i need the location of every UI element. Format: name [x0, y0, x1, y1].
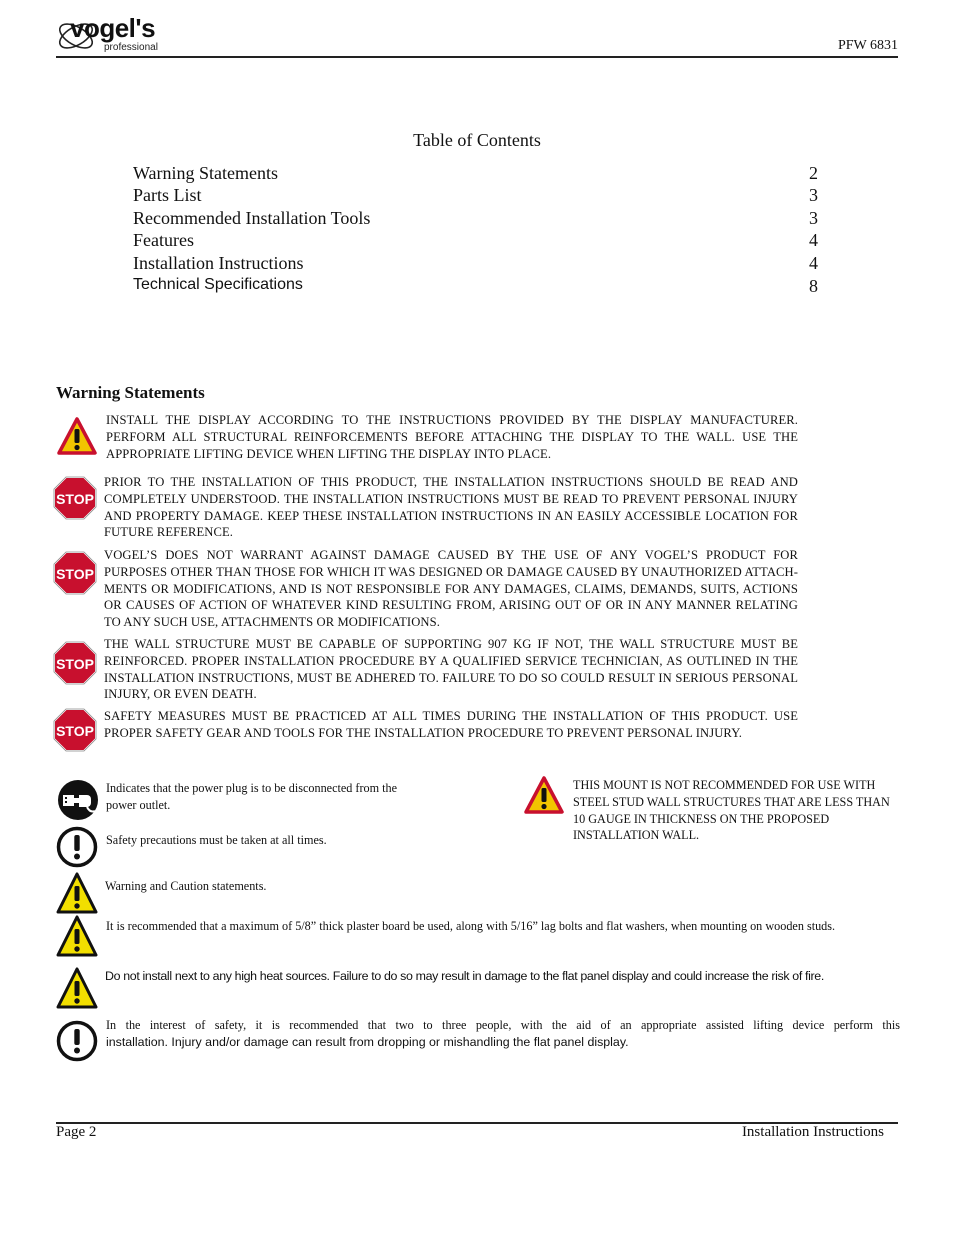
legend-power-plug-text: Indicates that the power plug is to be disconnected from the power outlet. [106, 781, 398, 812]
legend-safety-text: Safety precautions must be taken at all times. [106, 833, 327, 847]
toc-entry-page: 4 [809, 230, 818, 250]
warning-triangle-icon [56, 967, 98, 1009]
toc-entry-page: 8 [809, 276, 818, 296]
section-title: Warning Statements [56, 383, 205, 402]
exclamation-circle-icon [56, 1020, 98, 1062]
toc-entry[interactable] [133, 276, 818, 298]
svg-text:STOP: STOP [56, 491, 94, 507]
toc-entry[interactable] [133, 230, 818, 252]
toc-entry-page: 3 [809, 208, 818, 228]
warning-triangle-icon [56, 915, 98, 957]
stop-sign-icon [53, 551, 97, 595]
stop-sign-icon [53, 476, 97, 520]
exclamation-circle-icon [56, 826, 98, 868]
power-plug-disconnect-icon [57, 779, 99, 821]
toc-entry-page: 2 [809, 163, 818, 183]
note-heat-text: Do not install next to any high heat sources. Failure to do so may result in damage to the flat panel display and could increase the risk of fire. [105, 969, 824, 983]
note-lifting-text: In the interest of safety, it is recommended that two to three people, with the aid of an appropriate assisted lifting device perform this [106, 1018, 900, 1032]
svg-text:STOP: STOP [56, 723, 94, 739]
legend-warning-text: Warning and Caution statements. [105, 879, 267, 893]
toc-entry-label: Technical Specifications [133, 276, 303, 293]
warning-triangle-icon [56, 872, 98, 914]
toc-entry-page: 4 [809, 253, 818, 273]
logo-subtitle: professional [104, 42, 158, 53]
svg-text:STOP: STOP [56, 656, 94, 672]
footer-doc-title: Installation Instructions [741, 1124, 884, 1140]
page-number: Page 2 [56, 1124, 97, 1140]
toc-title: Table of Contents [413, 130, 541, 150]
legend-steel-stud-text: THIS MOUNT IS NOT RECOMMENDED FOR USE WITH STEEL STUD WALL STRUCTURES THAT ARE LESS THAN 10 GAUGE IN THICKNESS ON THE PROPOSED INSTALLATION WALL. [573, 778, 890, 843]
stop-sign-icon [53, 708, 97, 752]
toc-entry-label: Parts List [133, 185, 202, 205]
warning-statement: THE WALL STRUCTURE MUST BE CAPABLE OF SUPPORTING 907 KG IF NOT, THE WALL STRUCTURE MUST BE REINFORCED. PROPER INSTALLATION PROCEDURE BY A QUALIFIED SERVICE TECHNICIAN, AS OUTLINED IN THE INSTALLATION INSTRUCTIONS, MUST BE ADHERED TO. FAILURE TO DO SO COULD RESULT IN SERIOUS PERSONAL INJURY, OR EVEN DEATH. [104, 637, 798, 702]
warning-triangle-red-icon [57, 417, 97, 455]
warning-statement: SAFETY MEASURES MUST BE PRACTICED AT ALL TIMES DURING THE INSTALLATION OF THIS PRODUCT. USE PROPER SAFETY GEAR AND TOOLS FOR THE INSTALLATION PROCEDURE TO PREVENT PERSONAL INJURY. [104, 709, 798, 740]
toc-entry-label: Features [133, 230, 194, 250]
svg-text:STOP: STOP [56, 566, 94, 582]
toc-entry-page: 3 [809, 185, 818, 205]
header-rule [56, 56, 898, 58]
toc-entry[interactable] [133, 253, 818, 275]
warning-statement: PRIOR TO THE INSTALLATION OF THIS PRODUCT, THE INSTALLATION INSTRUCTIONS SHOULD BE READ AND COMPLETELY UNDERSTOOD. THE INSTALLATION INSTRUCTIONS MUST BE READ TO PREVENT PERSONAL INJURY AND PROPERTY DAMAGE. KEEP THESE INSTALLATION INSTRUCTIONS IN AN EASILY ACCESSIBLE LOCATION FOR FUTURE REFERENCE. [104, 475, 798, 540]
note-plaster-text: It is recommended that a maximum of 5/8” thick plaster board be used, along with 5/16” lag bolts and flat washers, when mounting on wooden studs. [106, 919, 836, 933]
stop-sign-icon [53, 641, 97, 685]
note-lifting-text-cont: installation. Injury and/or damage can result from dropping or mishandling the flat panel display. [106, 1035, 629, 1049]
toc-entry-label: Installation Instructions [133, 253, 304, 273]
warning-statement: VOGEL’S DOES NOT WARRANT AGAINST DAMAGE CAUSED BY THE USE OF ANY VOGEL’S PRODUCT FOR PURPOSES OTHER THAN THOSE FOR WHICH IT WAS DESIGNED OR DAMAGE CAUSED BY UNAUTHORIZED ATTACH-MENTS OR MODIFICATIONS, AND IS NOT RESPONSIBLE FOR ANY DAMAGES, CLAIMS, DEMANDS, SUITS, ACTIONS OR CAUSES OF ACTION OF WHATEVER KIND RESULTING FROM, ARISING OUT OF OR IN ANY MANNER RELATING TO ANY SUCH USE, ATTACHMENTS OR MODIFICATIONS. [104, 548, 798, 630]
toc-entry-label: Warning Statements [133, 163, 279, 183]
toc-entry-label: Recommended Installation Tools [133, 208, 371, 228]
warning-triangle-red-icon [524, 776, 564, 814]
toc-entry[interactable] [133, 185, 818, 207]
model-number: PFW 6831 [837, 38, 898, 53]
toc-entry[interactable] [133, 208, 818, 230]
warning-statement: INSTALL THE DISPLAY ACCORDING TO THE INSTRUCTIONS PROVIDED BY THE DISPLAY MANUFACTURER. PERFORM ALL STRUCTURAL REINFORCEMENTS BEFORE ATTACHING THE DISPLAY TO THE WALL. USE THE APPROPRIATE LIFTING DEVICE WHEN LIFTING THE DISPLAY INTO PLACE. [106, 413, 798, 461]
toc-entry[interactable] [133, 163, 818, 185]
logo-wordmark: vogel's [70, 13, 156, 43]
